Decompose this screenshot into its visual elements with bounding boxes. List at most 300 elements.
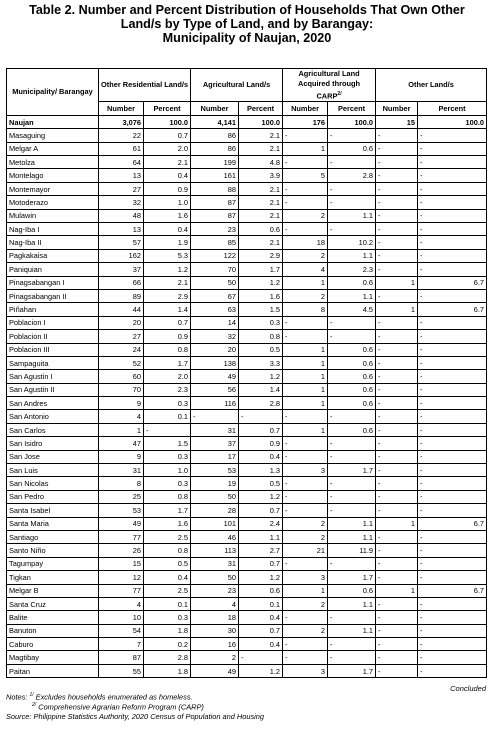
- percent-cell: -: [328, 611, 376, 624]
- percent-cell: -: [418, 597, 487, 610]
- barangay-name-cell: Masaguing: [7, 129, 99, 142]
- percent-cell: 2.1: [239, 129, 283, 142]
- percent-cell: 1.7: [328, 464, 376, 477]
- percent-cell: -: [328, 450, 376, 463]
- percent-cell: -: [328, 196, 376, 209]
- table-row: [7, 383, 487, 396]
- percent-cell: -: [418, 464, 487, 477]
- percent-cell: -: [328, 477, 376, 490]
- header-carp-sup: 2/: [337, 91, 342, 97]
- percent-cell: -: [418, 557, 487, 570]
- percent-cell: 0.5: [144, 557, 191, 570]
- table-row: [7, 236, 487, 249]
- table-row: [7, 343, 487, 356]
- barangay-name-cell: San Jose: [7, 450, 99, 463]
- barangay-name-cell: Tigkan: [7, 571, 99, 584]
- number-cell: 1: [283, 142, 328, 155]
- percent-cell: -: [328, 638, 376, 651]
- header-percent: Percent: [144, 102, 191, 115]
- barangay-name-cell: Sampaguita: [7, 356, 99, 369]
- number-cell: -: [283, 182, 328, 195]
- percent-cell: 100.0: [239, 115, 283, 128]
- number-cell: 21: [283, 544, 328, 557]
- percent-cell: 0.3: [144, 611, 191, 624]
- header-area: Municipality/ Barangay: [7, 69, 99, 116]
- percent-cell: -: [418, 263, 487, 276]
- number-cell: -: [376, 664, 418, 677]
- table-row: [7, 303, 487, 316]
- number-cell: 1: [376, 303, 418, 316]
- percent-cell: -: [418, 182, 487, 195]
- barangay-name-cell: Santa Maria: [7, 517, 99, 530]
- percent-cell: 4.5: [328, 303, 376, 316]
- note-1-sup: 1/: [29, 692, 34, 698]
- percent-cell: 1.9: [144, 236, 191, 249]
- number-cell: -: [283, 129, 328, 142]
- number-cell: -: [376, 477, 418, 490]
- percent-cell: 0.4: [144, 571, 191, 584]
- barangay-name-cell: Poblacion I: [7, 316, 99, 329]
- barangay-name-cell: Piñahan: [7, 303, 99, 316]
- barangay-name-cell: Pinagsabangan II: [7, 289, 99, 302]
- percent-cell: 1.2: [239, 276, 283, 289]
- footnotes: [6, 691, 264, 721]
- percent-cell: 100.0: [328, 115, 376, 128]
- number-cell: -: [376, 450, 418, 463]
- number-cell: 113: [191, 544, 239, 557]
- barangay-name-cell: San Antonio: [7, 410, 99, 423]
- percent-cell: 0.4: [239, 638, 283, 651]
- table-row: [7, 196, 487, 209]
- barangay-name-cell: San Nicolas: [7, 477, 99, 490]
- number-cell: 60: [99, 370, 144, 383]
- table-row: [7, 370, 487, 383]
- number-cell: 1: [283, 397, 328, 410]
- table-row: [7, 584, 487, 597]
- barangay-name-cell: Santo Niño: [7, 544, 99, 557]
- percent-cell: -: [418, 383, 487, 396]
- number-cell: 13: [99, 169, 144, 182]
- header-carp-text: Agricultural Land Acquired through CARP: [298, 69, 361, 101]
- percent-cell: 0.1: [239, 597, 283, 610]
- percent-cell: 0.7: [239, 504, 283, 517]
- barangay-name-cell: Santiago: [7, 530, 99, 543]
- barangay-name-cell: Caburo: [7, 638, 99, 651]
- number-cell: -: [376, 222, 418, 235]
- barangay-name-cell: Banuton: [7, 624, 99, 637]
- number-cell: 4: [99, 597, 144, 610]
- percent-cell: 1.1: [328, 517, 376, 530]
- number-cell: -: [376, 182, 418, 195]
- barangay-name-cell: Magtibay: [7, 651, 99, 664]
- table-title: [0, 0, 494, 45]
- percent-cell: -: [418, 129, 487, 142]
- number-cell: 27: [99, 330, 144, 343]
- percent-cell: 2.8: [239, 397, 283, 410]
- percent-cell: 2.9: [144, 289, 191, 302]
- percent-cell: 0.6: [328, 383, 376, 396]
- table-row: [7, 477, 487, 490]
- note-1: [6, 691, 264, 701]
- percent-cell: 0.5: [239, 477, 283, 490]
- number-cell: -: [376, 423, 418, 436]
- table-row: [7, 624, 487, 637]
- table-row: [7, 423, 487, 436]
- percent-cell: 2.8: [144, 651, 191, 664]
- table-row: [7, 450, 487, 463]
- barangay-name-cell: San Pedro: [7, 490, 99, 503]
- source-note: Source: Philippine Statistics Authority, 2020 Census of Population and Housing: [6, 711, 265, 721]
- title-line-2: Land/s by Type of Land, and by Barangay:: [120, 17, 374, 31]
- percent-cell: 3.3: [239, 356, 283, 369]
- table-row: [7, 651, 487, 664]
- number-cell: 9: [99, 397, 144, 410]
- percent-cell: -: [328, 316, 376, 329]
- concluded-label: Concluded: [450, 684, 486, 693]
- number-cell: -: [376, 624, 418, 637]
- number-cell: 18: [191, 611, 239, 624]
- number-cell: -: [376, 530, 418, 543]
- number-cell: -: [283, 490, 328, 503]
- barangay-name-cell: Paniquian: [7, 263, 99, 276]
- percent-cell: 1.1: [328, 597, 376, 610]
- percent-cell: 0.5: [239, 343, 283, 356]
- percent-cell: 1.2: [239, 571, 283, 584]
- number-cell: 3,076: [99, 115, 144, 128]
- number-cell: 50: [191, 276, 239, 289]
- number-cell: 101: [191, 517, 239, 530]
- barangay-name-cell: Santa Isabel: [7, 504, 99, 517]
- number-cell: 2: [283, 624, 328, 637]
- number-cell: 17: [191, 450, 239, 463]
- percent-cell: 2.0: [144, 142, 191, 155]
- barangay-name-cell: Pinagsabangan I: [7, 276, 99, 289]
- table-row: [7, 504, 487, 517]
- barangay-name-cell: Tagumpay: [7, 557, 99, 570]
- number-cell: 2: [283, 289, 328, 302]
- barangay-name-cell: San Carlos: [7, 423, 99, 436]
- percent-cell: -: [328, 437, 376, 450]
- note-2: [6, 701, 264, 711]
- number-cell: 47: [99, 437, 144, 450]
- number-cell: -: [376, 343, 418, 356]
- percent-cell: 0.8: [144, 490, 191, 503]
- number-cell: 46: [191, 530, 239, 543]
- percent-cell: 1.1: [328, 289, 376, 302]
- percent-cell: -: [328, 330, 376, 343]
- number-cell: 86: [191, 142, 239, 155]
- barangay-name-cell: Melgar A: [7, 142, 99, 155]
- percent-cell: 2.3: [144, 383, 191, 396]
- barangay-name-cell: Mulawin: [7, 209, 99, 222]
- percent-cell: 2.1: [239, 142, 283, 155]
- number-cell: -: [376, 249, 418, 262]
- percent-cell: 1.6: [239, 289, 283, 302]
- number-cell: 1: [376, 517, 418, 530]
- header-other-residential: Other Residential Land/s: [99, 69, 191, 102]
- percent-cell: -: [418, 624, 487, 637]
- number-cell: 23: [191, 222, 239, 235]
- percent-cell: -: [418, 651, 487, 664]
- percent-cell: 6.7: [418, 276, 487, 289]
- header-carp: [283, 69, 376, 102]
- table-row: [7, 209, 487, 222]
- percent-cell: 100.0: [418, 115, 487, 128]
- percent-cell: 0.9: [144, 330, 191, 343]
- table-row: [7, 330, 487, 343]
- header-number: Number: [99, 102, 144, 115]
- number-cell: -: [376, 129, 418, 142]
- percent-cell: 1.8: [144, 624, 191, 637]
- percent-cell: -: [418, 356, 487, 369]
- percent-cell: 2.7: [239, 544, 283, 557]
- table-row: [7, 410, 487, 423]
- percent-cell: 0.3: [239, 316, 283, 329]
- percent-cell: 0.4: [239, 450, 283, 463]
- percent-cell: -: [418, 222, 487, 235]
- percent-cell: 1.5: [239, 303, 283, 316]
- number-cell: 1: [99, 423, 144, 436]
- percent-cell: 5.3: [144, 249, 191, 262]
- number-cell: 15: [376, 115, 418, 128]
- number-cell: 1: [376, 276, 418, 289]
- number-cell: 7: [99, 638, 144, 651]
- number-cell: 3: [283, 571, 328, 584]
- number-cell: 5: [283, 169, 328, 182]
- percent-cell: -: [418, 209, 487, 222]
- number-cell: -: [376, 330, 418, 343]
- barangay-name-cell: Poblacion III: [7, 343, 99, 356]
- number-cell: 50: [191, 490, 239, 503]
- table-row: [7, 544, 487, 557]
- percent-cell: 100.0: [144, 115, 191, 128]
- percent-cell: 0.7: [144, 316, 191, 329]
- number-cell: -: [376, 397, 418, 410]
- number-cell: 2: [283, 209, 328, 222]
- percent-cell: -: [328, 156, 376, 169]
- number-cell: 53: [99, 504, 144, 517]
- number-cell: 199: [191, 156, 239, 169]
- barangay-name-cell: Pagkakaisa: [7, 249, 99, 262]
- number-cell: -: [376, 196, 418, 209]
- percent-cell: 0.6: [328, 343, 376, 356]
- number-cell: -: [376, 410, 418, 423]
- number-cell: -: [283, 437, 328, 450]
- number-cell: -: [376, 236, 418, 249]
- percent-cell: 0.8: [239, 330, 283, 343]
- percent-cell: -: [418, 316, 487, 329]
- percent-cell: 1.1: [239, 530, 283, 543]
- number-cell: 53: [191, 464, 239, 477]
- percent-cell: 2.1: [239, 236, 283, 249]
- table-row: [7, 263, 487, 276]
- number-cell: -: [376, 504, 418, 517]
- number-cell: 20: [191, 343, 239, 356]
- barangay-name-cell: San Luis: [7, 464, 99, 477]
- percent-cell: 0.2: [144, 638, 191, 651]
- number-cell: 61: [99, 142, 144, 155]
- percent-cell: 2.9: [239, 249, 283, 262]
- percent-cell: -: [418, 343, 487, 356]
- title-line-3: Municipality of Naujan, 2020: [162, 31, 332, 45]
- percent-cell: 4.8: [239, 156, 283, 169]
- number-cell: 176: [283, 115, 328, 128]
- number-cell: 8: [99, 477, 144, 490]
- number-cell: -: [283, 330, 328, 343]
- percent-cell: 3.9: [239, 169, 283, 182]
- percent-cell: 0.9: [144, 182, 191, 195]
- table-row: [7, 289, 487, 302]
- number-cell: -: [376, 370, 418, 383]
- number-cell: 15: [99, 557, 144, 570]
- number-cell: -: [283, 477, 328, 490]
- note-1-text: Excludes households enumerated as homeless.: [35, 692, 193, 702]
- percent-cell: 1.7: [328, 664, 376, 677]
- number-cell: 32: [191, 330, 239, 343]
- barangay-name-cell: Poblacion II: [7, 330, 99, 343]
- table-row: [7, 222, 487, 235]
- number-cell: -: [376, 169, 418, 182]
- number-cell: 49: [191, 370, 239, 383]
- number-cell: 1: [283, 383, 328, 396]
- number-cell: 87: [191, 209, 239, 222]
- percent-cell: 0.3: [144, 477, 191, 490]
- percent-cell: 1.7: [239, 263, 283, 276]
- percent-cell: -: [418, 410, 487, 423]
- percent-cell: 0.7: [239, 624, 283, 637]
- note-2-text: Comprehensive Agrarian Reform Program (CARP): [38, 702, 204, 712]
- table-row: [7, 611, 487, 624]
- number-cell: 1: [376, 584, 418, 597]
- percent-cell: -: [418, 142, 487, 155]
- percent-cell: 1.2: [239, 370, 283, 383]
- number-cell: -: [376, 571, 418, 584]
- note-2-sup: 2/: [32, 702, 37, 709]
- number-cell: -: [376, 142, 418, 155]
- number-cell: 37: [191, 437, 239, 450]
- number-cell: 18: [283, 236, 328, 249]
- percent-cell: 0.6: [328, 276, 376, 289]
- percent-cell: 1.4: [239, 383, 283, 396]
- header-number: Number: [283, 102, 328, 115]
- number-cell: 161: [191, 169, 239, 182]
- header-percent: Percent: [239, 102, 283, 115]
- percent-cell: -: [328, 504, 376, 517]
- barangay-name-cell: Nag-Iba II: [7, 236, 99, 249]
- number-cell: 70: [99, 383, 144, 396]
- number-cell: 49: [191, 664, 239, 677]
- number-cell: 44: [99, 303, 144, 316]
- number-cell: 24: [99, 343, 144, 356]
- number-cell: 2: [283, 597, 328, 610]
- barangay-name-cell: Paitan: [7, 664, 99, 677]
- number-cell: 77: [99, 584, 144, 597]
- table-row: [7, 464, 487, 477]
- number-cell: 89: [99, 289, 144, 302]
- number-cell: 23: [191, 584, 239, 597]
- percent-cell: 1.4: [144, 303, 191, 316]
- percent-cell: 2.1: [144, 156, 191, 169]
- percent-cell: 1.1: [328, 209, 376, 222]
- number-cell: 122: [191, 249, 239, 262]
- number-cell: -: [376, 437, 418, 450]
- number-cell: -: [283, 410, 328, 423]
- number-cell: 25: [99, 490, 144, 503]
- barangay-name-cell: Melgar B: [7, 584, 99, 597]
- percent-cell: 1.8: [144, 664, 191, 677]
- number-cell: 3: [283, 464, 328, 477]
- number-cell: 20: [99, 316, 144, 329]
- percent-cell: -: [418, 490, 487, 503]
- percent-cell: 1.7: [144, 356, 191, 369]
- percent-cell: -: [418, 544, 487, 557]
- number-cell: -: [191, 410, 239, 423]
- number-cell: 31: [191, 423, 239, 436]
- header-number: Number: [376, 102, 418, 115]
- percent-cell: -: [418, 370, 487, 383]
- header-agricultural: Agricultural Land/s: [191, 69, 283, 102]
- number-cell: 9: [99, 450, 144, 463]
- percent-cell: 0.3: [144, 397, 191, 410]
- number-cell: -: [376, 383, 418, 396]
- number-cell: 4: [191, 597, 239, 610]
- percent-cell: 0.6: [328, 370, 376, 383]
- number-cell: 64: [99, 156, 144, 169]
- table-row: [7, 571, 487, 584]
- number-cell: 37: [99, 263, 144, 276]
- number-cell: 162: [99, 249, 144, 262]
- number-cell: -: [283, 196, 328, 209]
- percent-cell: 1.0: [144, 464, 191, 477]
- percent-cell: -: [418, 169, 487, 182]
- number-cell: -: [376, 597, 418, 610]
- number-cell: -: [376, 289, 418, 302]
- header-number: Number: [191, 102, 239, 115]
- percent-cell: 0.8: [144, 343, 191, 356]
- percent-cell: -: [328, 490, 376, 503]
- header-other-lands: Other Land/s: [376, 69, 487, 102]
- number-cell: 26: [99, 544, 144, 557]
- percent-cell: 1.7: [328, 571, 376, 584]
- number-cell: 49: [99, 517, 144, 530]
- percent-cell: -: [328, 651, 376, 664]
- percent-cell: 0.4: [144, 222, 191, 235]
- number-cell: 8: [283, 303, 328, 316]
- percent-cell: -: [418, 423, 487, 436]
- number-cell: -: [376, 638, 418, 651]
- percent-cell: 2.5: [144, 584, 191, 597]
- number-cell: 54: [99, 624, 144, 637]
- percent-cell: 0.6: [239, 222, 283, 235]
- table-row: [7, 664, 487, 677]
- number-cell: 19: [191, 477, 239, 490]
- number-cell: -: [376, 544, 418, 557]
- header-percent: Percent: [418, 102, 487, 115]
- percent-cell: 6.7: [418, 303, 487, 316]
- households-land-table: [6, 68, 487, 678]
- number-cell: 88: [191, 182, 239, 195]
- table-row: [7, 437, 487, 450]
- number-cell: -: [376, 263, 418, 276]
- header-row-groups: [7, 69, 487, 102]
- number-cell: 70: [191, 263, 239, 276]
- barangay-name-cell: San Andres: [7, 397, 99, 410]
- barangay-name-cell: Metolza: [7, 156, 99, 169]
- percent-cell: -: [418, 611, 487, 624]
- percent-cell: 1.2: [239, 664, 283, 677]
- percent-cell: -: [418, 477, 487, 490]
- number-cell: 4: [283, 263, 328, 276]
